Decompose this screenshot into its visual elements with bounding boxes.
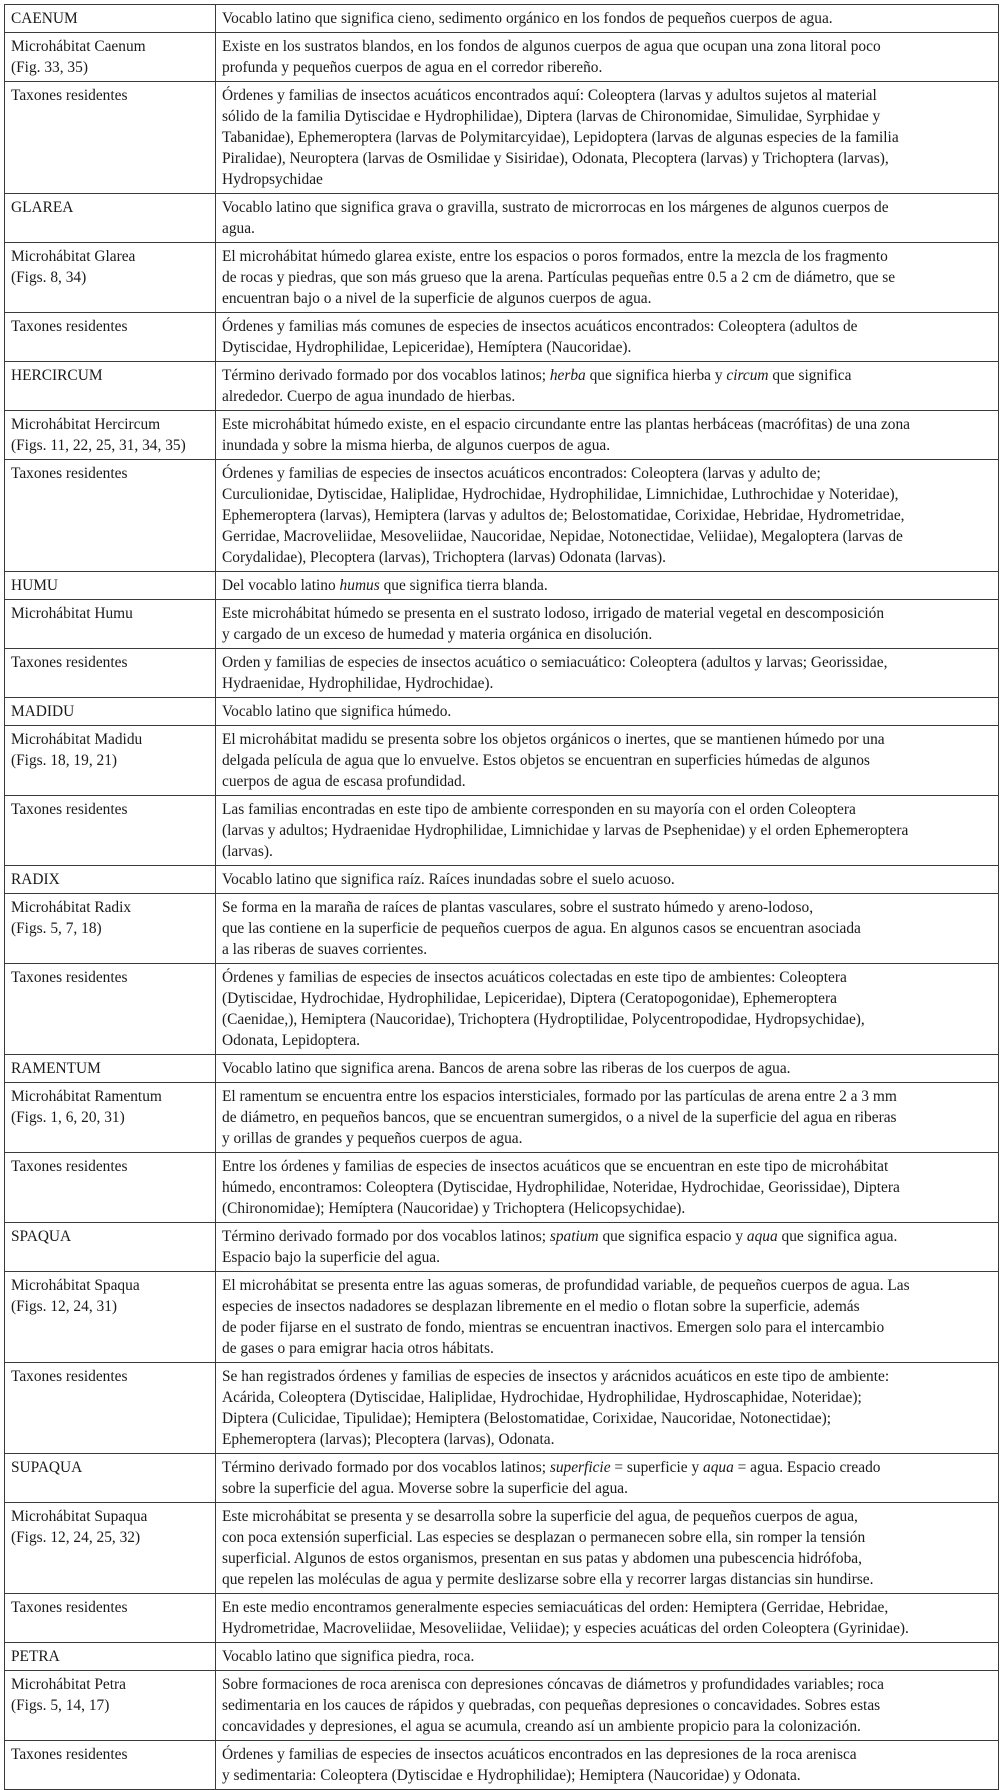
definition-cell: [216, 1055, 999, 1083]
table-row: [5, 33, 999, 82]
definition-line: Órdenes y familias de especies de insectos acuáticos colectadas en este tipo de ambientes: Coleoptera: [222, 969, 847, 986]
definition-cell: [216, 5, 999, 33]
definition-text: Del vocablo latino: [222, 577, 340, 594]
definition-line: Órdenes y familias de especies de insectos acuáticos encontrados: Coleoptera (larvas y adulto de;: [222, 465, 821, 482]
table-row: [5, 1643, 999, 1671]
definition-line: a las riberas de suaves corrientes.: [222, 941, 428, 958]
term-line: Taxones residentes: [11, 87, 128, 104]
table-row: [5, 964, 999, 1055]
term-line: (Figs. 8, 34): [11, 269, 87, 286]
definition-line: El ramentum se encuentra entre los espacios intersticiales, formado por las partículas de arena entre 2 a 3 mm: [222, 1088, 897, 1105]
definition-line: Vocablo latino que significa cieno, sedimento orgánico en los fondos de pequeños cuerpos de agua.: [222, 10, 833, 27]
term-line: CAENUM: [11, 10, 78, 27]
term-line: (Fig. 33, 35): [11, 59, 88, 76]
table-row: [5, 726, 999, 796]
definition-line: Vocablo latino que significa grava o gravilla, sustrato de microrrocas en los márgenes de algunos cuerpos de: [222, 199, 889, 216]
term-line: Microhábitat Hercircum: [11, 416, 161, 433]
definition-line: agua.: [222, 220, 255, 237]
definition-cell: [216, 1272, 999, 1363]
table-row: [5, 1363, 999, 1454]
definition-line: (larvas y adultos; Hydraenidae Hydrophilidae, Limnichidae y larvas de Psephenidae) y el orden Ephemeroptera: [222, 822, 909, 839]
definition-line: alrededor. Cuerpo de agua inundado de hierbas.: [222, 388, 516, 405]
definition-line: Diptera (Culicidae, Tipulidae); Hemiptera (Belostomatidae, Corixidae, Naucoridae, Notonectidae);: [222, 1410, 832, 1427]
term-cell: [5, 243, 216, 313]
term-cell: [5, 572, 216, 600]
definition-cell: [216, 82, 999, 194]
definition-cell: [216, 33, 999, 82]
definition-text: que significa espacio y: [598, 1228, 747, 1245]
term-cell: [5, 194, 216, 243]
definition-line: En este medio encontramos generalmente especies semiacuáticas del orden: Hemiptera (Gerridae, Hebridae,: [222, 1599, 889, 1616]
term-cell: [5, 411, 216, 460]
definition-line: [222, 575, 992, 596]
table-row: [5, 698, 999, 726]
definition-text: Término derivado formado por dos vocablos latinos;: [222, 1228, 550, 1245]
term-cell: [5, 1272, 216, 1363]
definition-cell: [216, 796, 999, 866]
latin-term: aqua: [746, 1228, 778, 1245]
definition-line: Curculionidae, Dytiscidae, Haliplidae, Hydrochidae, Hydrophilidae, Limnichidae, Luthrochidae y Noteridae),: [222, 486, 899, 503]
definition-line: Este microhábitat se presenta y se desarrolla sobre la superficie del agua, de pequeños cuerpos de agua,: [222, 1508, 858, 1525]
definition-line: y cargado de un exceso de humedad y materia orgánica en disolución.: [222, 626, 653, 643]
definition-line: Gerridae, Macroveliidae, Mesoveliidae, Naucoridae, Nepidae, Notonectidae, Veliidae), Megaloptera (larvas de: [222, 528, 903, 545]
definition-line: [222, 365, 992, 386]
definition-line: Vocablo latino que significa arena. Bancos de arena sobre las riberas de los cuerpos de agua.: [222, 1060, 791, 1077]
definition-line: Hydropsychidae: [222, 171, 323, 188]
definition-cell: [216, 1643, 999, 1671]
definition-line: Piralidae), Neuroptera (larvas de Osmilidae y Sisiridae), Odonata, Plecoptera (larvas) y Trichoptera (larvas),: [222, 150, 889, 167]
definition-line: Hydraenidae, Hydrophilidae, Hydrochidae).: [222, 675, 494, 692]
definition-line: cuerpos de agua de escasa profundidad.: [222, 773, 466, 790]
term-cell: [5, 649, 216, 698]
term-line: HUMU: [11, 577, 59, 594]
definition-cell: [216, 1671, 999, 1741]
definition-line: Este microhábitat húmedo se presenta en el sustrato lodoso, irrigado de material vegetal en descomposición: [222, 605, 885, 622]
table-row: [5, 411, 999, 460]
table-row: [5, 1153, 999, 1223]
table-row: [5, 313, 999, 362]
term-line: RAMENTUM: [11, 1060, 101, 1077]
definition-line: (Chironomidae); Hemíptera (Naucoridae) y Trichoptera (Helicopsychidae).: [222, 1200, 686, 1217]
definition-cell: [216, 1153, 999, 1223]
definition-cell: [216, 649, 999, 698]
definition-line: Vocablo latino que significa piedra, roca.: [222, 1648, 475, 1665]
term-line: Taxones residentes: [11, 318, 128, 335]
definition-line: Acárida, Coleoptera (Dytiscidae, Haliplidae, Hydrochidae, Hydrophilidae, Hydroscaphidae, Noteridae);: [222, 1389, 862, 1406]
definition-cell: [216, 894, 999, 964]
definition-text: que significa: [768, 367, 852, 384]
table-row: [5, 1741, 999, 1790]
definition-cell: [216, 1223, 999, 1272]
definition-line: Dytiscidae, Hydrophilidae, Lepiceridae), Hemíptera (Naucoridae).: [222, 339, 632, 356]
table-row: [5, 1671, 999, 1741]
term-line: SUPAQUA: [11, 1459, 83, 1476]
definition-line: Órdenes y familias de especies de insectos acuáticos encontrados en las depresiones de la roca arenisca: [222, 1746, 857, 1763]
term-cell: [5, 1363, 216, 1454]
term-line: Taxones residentes: [11, 1158, 128, 1175]
definition-text: que significa agua.: [777, 1228, 898, 1245]
definition-line: Entre los órdenes y familias de especies de insectos acuáticos que se encuentran en este tipo de microhábitat: [222, 1158, 889, 1175]
definition-cell: [216, 1083, 999, 1153]
definition-line: inundada y sobre la misma hierba, de algunos cuerpos de agua.: [222, 437, 611, 454]
table-row: [5, 1055, 999, 1083]
term-cell: [5, 866, 216, 894]
definition-line: y orillas de grandes y pequeños cuerpos de agua.: [222, 1130, 523, 1147]
definition-cell: [216, 866, 999, 894]
table-row: [5, 1083, 999, 1153]
definition-cell: [216, 313, 999, 362]
definition-line: [222, 1226, 992, 1247]
term-line: Microhábitat Spaqua: [11, 1277, 140, 1294]
definition-line: Corydalidae), Plecoptera (larvas), Trichoptera (larvas) Odonata (larvas).: [222, 549, 667, 566]
definition-line: Odonata, Lepidoptera.: [222, 1032, 361, 1049]
definition-line: Ephemeroptera (larvas); Plecoptera (larvas), Odonata.: [222, 1431, 555, 1448]
definition-line: Se forma en la maraña de raíces de plantas vasculares, sobre el sustrato húmedo y areno-lodoso,: [222, 899, 814, 916]
definition-cell: [216, 1454, 999, 1503]
term-line: (Figs. 11, 22, 25, 31, 34, 35): [11, 437, 186, 454]
term-cell: [5, 33, 216, 82]
definition-line: de diámetro, en pequeños bancos, que se encuentran sumergidos, o a nivel de la superficie del agua en riberas: [222, 1109, 897, 1126]
term-line: (Figs. 5, 7, 18): [11, 920, 102, 937]
latin-term: herba: [549, 367, 586, 384]
definition-line: húmedo, encontramos: Coleoptera (Dytiscidae, Hydrophilidae, Noteridae, Hydrochidae, Georissidae), Diptera: [222, 1179, 900, 1196]
definition-text: que significa hierba y: [585, 367, 727, 384]
latin-term: aqua: [703, 1459, 734, 1476]
term-cell: [5, 82, 216, 194]
term-line: (Figs. 18, 19, 21): [11, 752, 118, 769]
definition-line: (Caenidae,), Hemiptera (Naucoridae), Trichoptera (Hydroptilidae, Polycentropodidae, Hydropsychidae),: [222, 1011, 865, 1028]
table-row: [5, 572, 999, 600]
definition-cell: [216, 1503, 999, 1594]
term-line: Microhábitat Petra: [11, 1676, 126, 1693]
definition-line: de poder fijarse en el sustrato de fondo, mientras se encuentran inactivos. Emergen solo para el intercambio: [222, 1319, 885, 1336]
definition-line: concavidades y depresiones, el agua se acumula, creando así un ambiente propicio para la colonización.: [222, 1718, 861, 1735]
term-cell: [5, 894, 216, 964]
definition-line: Orden y familias de especies de insectos acuático o semiacuático: Coleoptera (adultos y larvas; Georissidae,: [222, 654, 888, 671]
definition-cell: [216, 411, 999, 460]
definition-line: que las contiene en la superficie de pequeños cuerpos de agua. En algunos casos se encuentran asociada: [222, 920, 861, 937]
definition-cell: [216, 1741, 999, 1790]
definition-line: y sedimentaria: Coleoptera (Dytiscidae e Hydrophilidae); Hemiptera (Naucoridae) y Odonata.: [222, 1767, 801, 1784]
definition-cell: [216, 600, 999, 649]
table-row: [5, 1454, 999, 1503]
definition-line: El microhábitat madidu se presenta sobre los objetos orgánicos o inertes, que se mantienen húmedo por una: [222, 731, 885, 748]
table-row: [5, 600, 999, 649]
table-row: [5, 460, 999, 572]
table-row: [5, 243, 999, 313]
table-row: [5, 82, 999, 194]
term-line: Microhábitat Caenum: [11, 38, 146, 55]
term-line: Taxones residentes: [11, 1746, 128, 1763]
definition-cell: [216, 572, 999, 600]
definition-line: delgada película de agua que lo envuelve. Estos objetos se encuentran en superficies húmedas de algunos: [222, 752, 870, 769]
term-line: (Figs. 5, 14, 17): [11, 1697, 110, 1714]
definition-text: que significa tierra blanda.: [379, 577, 548, 594]
definition-cell: [216, 1594, 999, 1643]
term-line: Taxones residentes: [11, 654, 128, 671]
term-cell: [5, 1223, 216, 1272]
definition-line: de rocas y piedras, que son más grueso que la arena. Partículas pequeñas entre 0.5 a 2 cm de diámetro, que se: [222, 269, 896, 286]
term-cell: [5, 1741, 216, 1790]
definition-line: Las familias encontradas en este tipo de ambiente corresponden en su mayoría con el orden Coleoptera: [222, 801, 856, 818]
term-line: Microhábitat Radix: [11, 899, 132, 916]
definition-line: (larvas).: [222, 843, 273, 860]
term-line: RADIX: [11, 871, 60, 888]
definition-line: [222, 1457, 992, 1478]
definition-cell: [216, 1363, 999, 1454]
latin-term: superficie: [549, 1459, 611, 1476]
term-line: HERCIRCUM: [11, 367, 103, 384]
latin-term: circum: [726, 367, 769, 384]
term-cell: [5, 1454, 216, 1503]
term-line: MADIDU: [11, 703, 75, 720]
definition-text: = superficie y: [610, 1459, 703, 1476]
definition-line: (Dytiscidae, Hydrochidae, Hydrophilidae, Lepiceridae), Diptera (Ceratopogonidae), Ephemeroptera: [222, 990, 837, 1007]
definition-line: encuentran bajo o a nivel de la superficie de algunos cuerpos de agua.: [222, 290, 652, 307]
term-cell: [5, 796, 216, 866]
table-row: [5, 194, 999, 243]
definition-line: Espacio bajo la superficie del agua.: [222, 1249, 440, 1266]
term-line: Taxones residentes: [11, 969, 128, 986]
term-line: Taxones residentes: [11, 1368, 128, 1385]
definition-line: superficial. Algunos de estos organismos, presentan en sus patas y abdomen una pubescencia hidrófoba,: [222, 1550, 862, 1567]
definition-line: sólido de la familia Dytiscidae e Hydrophilidae), Diptera (larvas de Chironomidae, Simulidae, Syrphidae y: [222, 108, 881, 125]
definition-cell: [216, 964, 999, 1055]
definition-line: de gases o para emigrar hacia otros hábitats.: [222, 1340, 494, 1357]
definition-cell: [216, 726, 999, 796]
table-row: [5, 649, 999, 698]
table-row: [5, 362, 999, 411]
definition-text: = agua. Espacio creado: [733, 1459, 881, 1476]
definition-line: El microhábitat húmedo glarea existe, entre los espacios o poros formados, entre la mezcla de los fragmento: [222, 248, 888, 265]
term-line: PETRA: [11, 1648, 60, 1665]
term-line: SPAQUA: [11, 1228, 72, 1245]
definition-line: Vocablo latino que significa húmedo.: [222, 703, 452, 720]
term-line: Microhábitat Ramentum: [11, 1088, 162, 1105]
term-line: Microhábitat Glarea: [11, 248, 136, 265]
term-cell: [5, 698, 216, 726]
table-row: [5, 1223, 999, 1272]
definition-line: profunda y pequeños cuerpos de agua en el corredor ribereño.: [222, 59, 603, 76]
term-cell: [5, 964, 216, 1055]
term-line: (Figs. 1, 6, 20, 31): [11, 1109, 125, 1126]
definition-line: con poca extensión superficial. Las especies se desplazan o permanecen sobre ella, sin romper la tensión: [222, 1529, 866, 1546]
term-cell: [5, 600, 216, 649]
term-line: Taxones residentes: [11, 465, 128, 482]
table-row: [5, 1272, 999, 1363]
table-row: [5, 1503, 999, 1594]
definition-line: Vocablo latino que significa raíz. Raíces inundadas sobre el suelo acuoso.: [222, 871, 675, 888]
term-cell: [5, 1671, 216, 1741]
definition-line: sobre la superficie del agua. Moverse sobre la superficie del agua.: [222, 1480, 628, 1497]
term-line: (Figs. 12, 24, 25, 32): [11, 1529, 141, 1546]
table-row: [5, 796, 999, 866]
term-line: Microhábitat Madidu: [11, 731, 143, 748]
table-body: [5, 5, 999, 1790]
term-cell: [5, 1153, 216, 1223]
definition-line: que repelen las moléculas de agua y permite deslizarse sobre ella y recorrer largas distancias sin hundirse.: [222, 1571, 874, 1588]
term-line: Microhábitat Supaqua: [11, 1508, 148, 1525]
latin-term: spatium: [549, 1228, 599, 1245]
term-line: Taxones residentes: [11, 801, 128, 818]
term-cell: [5, 1594, 216, 1643]
term-cell: [5, 1055, 216, 1083]
term-cell: [5, 726, 216, 796]
definition-line: Órdenes y familias de insectos acuáticos encontrados aquí: Coleoptera (larvas y adultos sujetos al material: [222, 87, 877, 104]
term-cell: [5, 460, 216, 572]
definition-line: Este microhábitat húmedo existe, en el espacio circundante entre las plantas herbáceas (macrófitas) de una zona: [222, 416, 911, 433]
definition-line: Sobre formaciones de roca arenisca con depresiones cóncavas de diámetros y profundidades variables; roca: [222, 1676, 884, 1693]
definition-line: El microhábitat se presenta entre las aguas someras, de profundidad variable, de pequeños cuerpos de agua. Las: [222, 1277, 910, 1294]
table-row: [5, 1594, 999, 1643]
definition-cell: [216, 698, 999, 726]
definition-text: Término derivado formado por dos vocablos latinos;: [222, 367, 550, 384]
definition-line: Existe en los sustratos blandos, en los fondos de algunos cuerpos de agua que ocupan una zona litoral poco: [222, 38, 881, 55]
term-cell: [5, 5, 216, 33]
term-cell: [5, 1503, 216, 1594]
definition-line: sedimentaria en los cauces de rápidos y quebradas, con pequeñas depresiones o concavidades. Sobres estas: [222, 1697, 881, 1714]
definition-cell: [216, 243, 999, 313]
term-line: (Figs. 12, 24, 31): [11, 1298, 118, 1315]
definition-line: Se han registrados órdenes y familias de especies de insectos y arácnidos acuáticos en este tipo de ambiente:: [222, 1368, 890, 1385]
definition-text: Término derivado formado por dos vocablos latinos;: [222, 1459, 550, 1476]
definition-line: Hydrometridae, Macroveliidae, Mesoveliidae, Veliidae); y especies acuáticas del orden Coleoptera (Gyrinidae).: [222, 1620, 909, 1637]
definition-line: Tabanidae), Ephemeroptera (larvas de Polymitarcyidae), Lepidoptera (larvas de algunas especies de la familia: [222, 129, 899, 146]
table-row: [5, 866, 999, 894]
table-row: [5, 5, 999, 33]
definition-line: Ephemeroptera (larvas), Hemiptera (larvas y adultos de; Belostomatidae, Corixidae, Hebridae, Hydrometridae,: [222, 507, 905, 524]
definition-cell: [216, 362, 999, 411]
definition-cell: [216, 460, 999, 572]
microhabitat-table: [4, 4, 999, 1790]
term-cell: [5, 313, 216, 362]
latin-term: humus: [339, 577, 380, 594]
definition-line: especies de insectos nadadores se desplazan libremente en el medio o flotan sobre la superficie, además: [222, 1298, 860, 1315]
term-line: GLAREA: [11, 199, 74, 216]
term-line: Taxones residentes: [11, 1599, 128, 1616]
table-row: [5, 894, 999, 964]
term-line: Microhábitat Humu: [11, 605, 133, 622]
term-cell: [5, 1643, 216, 1671]
definition-cell: [216, 194, 999, 243]
definition-line: Órdenes y familias más comunes de especies de insectos acuáticos encontrados: Coleoptera (adultos de: [222, 318, 858, 335]
term-cell: [5, 362, 216, 411]
term-cell: [5, 1083, 216, 1153]
